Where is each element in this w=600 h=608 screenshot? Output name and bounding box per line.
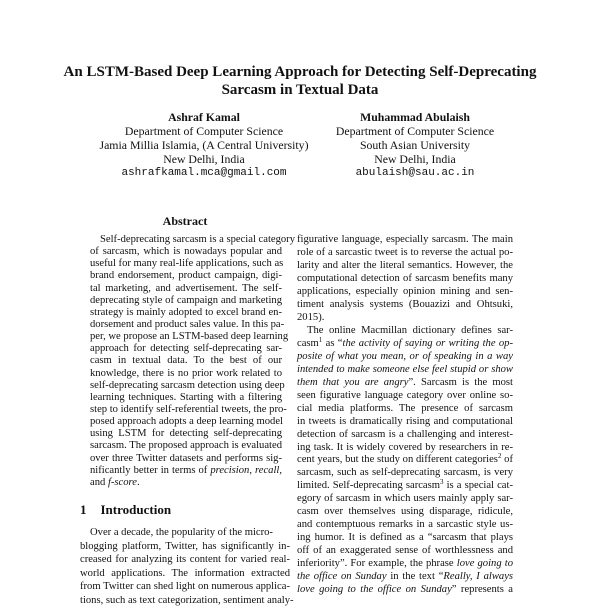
text-span: precision <box>210 464 250 476</box>
abstract-heading: Abstract <box>162 214 208 228</box>
text-span: strategy is mainly adopted to excel brand en- <box>90 306 282 318</box>
text-span: in the text “ <box>386 571 444 583</box>
text-span: casm <box>297 337 319 349</box>
text-line <box>297 325 513 338</box>
text-line <box>90 283 282 295</box>
text-line <box>297 234 513 247</box>
author-affiliation: New Delhi, India <box>163 152 245 166</box>
text-line <box>297 558 513 571</box>
text-span: intended to make someone else feel stupid or show <box>297 363 513 375</box>
text-span: off of an exaggerated sense of worthlessness and <box>297 545 513 557</box>
text-span: egory of sarcasm in which users mainly apply sar- <box>297 493 513 505</box>
title-line: Sarcasm in Textual Data <box>221 82 379 98</box>
author-block <box>285 110 545 180</box>
text-span: self-deprecating sarcasm detection using deep <box>90 379 285 391</box>
text-span: casm in textual data. To the best of our <box>90 355 282 367</box>
text-span: brand endorsement, product campaign, digi- <box>90 270 282 282</box>
text-span: them that you are angry <box>297 376 409 388</box>
text-span: figurative language, especially sarcasm. The main <box>297 234 513 245</box>
text-line <box>297 480 513 493</box>
author-email: ashrafkamal.mca@gmail.com <box>121 167 287 179</box>
intro-body <box>80 526 294 608</box>
text-line <box>80 553 290 567</box>
text-span: creased for analyzing its content for varied real- <box>80 554 290 566</box>
text-span: deprecating style of campaign and marketing <box>90 294 282 306</box>
text-line <box>90 246 282 258</box>
text-line <box>297 571 513 584</box>
text-line <box>297 273 513 286</box>
text-line <box>297 506 513 519</box>
text-line <box>80 580 290 594</box>
text-span: sarcasm, such as self-deprecating sarcasm, is very <box>297 467 513 479</box>
text-span: . <box>136 476 140 488</box>
text-line <box>90 392 282 404</box>
text-span: and <box>90 476 108 488</box>
text-line <box>297 429 513 442</box>
text-line <box>90 307 282 319</box>
section-title: Introduction <box>100 502 172 517</box>
text-span: f-score <box>107 476 137 488</box>
text-span: nificantly better in terms of <box>90 464 211 476</box>
text-span: inferiority”. For example, the phrase <box>297 558 457 570</box>
text-line <box>90 270 282 282</box>
author-email: abulaish@sau.ac.in <box>355 167 475 179</box>
text-line <box>297 416 513 429</box>
text-line <box>90 477 282 489</box>
right-column-body <box>297 234 513 597</box>
footnote-marker: 1 <box>318 335 323 344</box>
text-line <box>297 532 513 545</box>
text-span: Self-deprecating sarcasm is a special category <box>100 234 296 245</box>
text-span: in tweets is dramatically rising and computational <box>297 415 513 427</box>
paper-title <box>0 63 600 99</box>
author-name: Ashraf Kamal <box>168 110 240 124</box>
text-span: cial media platforms. The presence of sarcasm <box>297 402 513 414</box>
text-line <box>297 467 513 480</box>
text-line <box>90 428 282 440</box>
text-line <box>80 594 294 608</box>
text-line <box>297 390 513 403</box>
text-span: step to identify self-referential tweets, the pro- <box>90 403 287 415</box>
text-span: Over a decade, the popularity of the micro- <box>90 527 273 538</box>
text-line <box>297 351 513 364</box>
text-line <box>297 545 513 558</box>
text-span: limited. Self-deprecating sarcasm <box>297 480 440 492</box>
text-line <box>297 247 513 260</box>
text-span: ing task. It is widely covered by researchers in re- <box>297 441 513 453</box>
text-span: the activity of saying or writing the op- <box>342 337 514 349</box>
text-span: sarcasm. The proposed approach is evaluated <box>90 440 282 452</box>
text-line <box>297 493 513 506</box>
abstract-body <box>90 234 296 489</box>
author-affiliation: Department of Computer Science <box>335 124 495 138</box>
text-span: the office on Sunday <box>297 571 387 583</box>
text-line <box>297 377 513 390</box>
text-span: of sarcasm, which is nowadays popular and <box>90 246 282 258</box>
text-line <box>297 403 513 416</box>
text-span: detection of sarcasm is a challenging and interest- <box>297 428 513 440</box>
author-affiliation: New Delhi, India <box>374 152 456 166</box>
text-line <box>90 465 282 477</box>
footnote-marker: 2 <box>497 452 502 461</box>
text-line <box>90 355 282 367</box>
text-line <box>90 258 282 270</box>
text-line <box>80 540 290 554</box>
text-line <box>90 453 282 465</box>
text-span: role of a sarcastic tweet is to reverse the actual po- <box>297 246 513 258</box>
text-line <box>90 343 282 355</box>
author-name: Muhammad Abulaish <box>360 110 470 124</box>
text-span: ” represents a <box>451 584 513 596</box>
text-span: seen figurative language category over online so- <box>297 389 513 401</box>
text-line <box>80 567 290 581</box>
text-span: tions, such as text categorization, sentiment analy- <box>80 594 294 606</box>
text-line <box>297 364 513 377</box>
text-line <box>297 519 513 532</box>
text-span: posed approach adopts a deep learning model <box>90 416 283 428</box>
text-span: over three Twitter datasets and performs sig- <box>90 452 282 464</box>
text-line <box>297 286 513 299</box>
text-span: world applications. The information extracted <box>80 567 290 579</box>
text-span: blogging platform, Twitter, has significantly in- <box>80 540 290 552</box>
section-heading <box>80 502 185 518</box>
text-span: timent analysis systems (Bouazizi and Ohtsuki, <box>297 298 513 310</box>
text-span: learning techniques. Starting with a filtering <box>90 391 282 403</box>
author-affiliation: South Asian University <box>359 138 471 152</box>
text-line <box>90 295 282 307</box>
text-line <box>90 234 296 246</box>
text-span: knowledge, there is no prior work related to <box>90 367 282 379</box>
text-span: The online Macmillan dictionary defines sar- <box>307 324 513 336</box>
text-line <box>297 584 513 597</box>
text-span: casm over themselves using disparage, ridicule, <box>297 506 513 518</box>
text-span: posite of what you mean, or of speaking in a way <box>297 350 513 362</box>
text-line <box>90 440 282 452</box>
text-span: tal marketing, and advertisement. The self- <box>90 282 282 294</box>
text-span: useful for many real-life applications, such as <box>90 258 284 270</box>
title-line: An LSTM-Based Deep Learning Approach for Detecting Self-Deprecating <box>63 64 537 80</box>
text-span: love going to <box>456 558 514 570</box>
text-span: per, we propose an LSTM-based deep learning <box>90 331 289 343</box>
text-line <box>297 442 513 455</box>
text-span: love going to the office on Sunday <box>297 584 452 596</box>
text-span: and contemptuous remarks in a sarcastic style us- <box>297 519 513 531</box>
text-line <box>297 335 514 351</box>
text-span: , <box>279 464 282 476</box>
text-line <box>297 260 513 273</box>
text-span: larity and alter the literal semantics. However, the <box>297 259 513 271</box>
text-span: as “ <box>322 337 343 349</box>
author-affiliation: Department of Computer Science <box>124 124 284 138</box>
text-line <box>90 331 289 343</box>
text-span: , <box>249 464 256 476</box>
text-span: computational detection of sarcasm benefits many <box>297 272 513 284</box>
text-span: ing humor. It is defined as a “sarcasm that plays <box>297 532 513 544</box>
author-affiliation: Jamia Millia Islamia, (A Central University) <box>99 138 309 152</box>
text-line <box>90 318 285 331</box>
text-line <box>90 368 282 380</box>
text-span: is a special cat- <box>443 480 513 492</box>
text-span: 2015). <box>297 311 325 323</box>
footnote-marker: 3 <box>440 478 444 487</box>
text-span: of <box>501 454 513 466</box>
text-line <box>297 454 513 467</box>
text-span: Really, I always <box>443 571 514 583</box>
text-line <box>297 299 513 312</box>
section-number: 1 <box>80 502 87 517</box>
text-span: dorsement and product sales value. In this pa- <box>90 318 285 330</box>
text-span: recall <box>255 464 280 476</box>
text-span: ”. Sarcasm is the most <box>408 376 513 388</box>
text-line <box>90 416 282 428</box>
text-span: using LSTM for detecting self-deprecating <box>90 428 282 440</box>
text-span: applications, especially opinion mining and sen- <box>297 285 513 297</box>
text-line <box>80 526 290 540</box>
text-line <box>297 312 513 325</box>
text-span: approach for detecting self-deprecating sar- <box>90 343 282 355</box>
text-span: cent years, but the study on different categories <box>297 454 498 466</box>
text-line <box>90 403 287 416</box>
text-span: from Twitter can shed light on numerous applica- <box>80 581 290 593</box>
text-line <box>90 379 285 392</box>
